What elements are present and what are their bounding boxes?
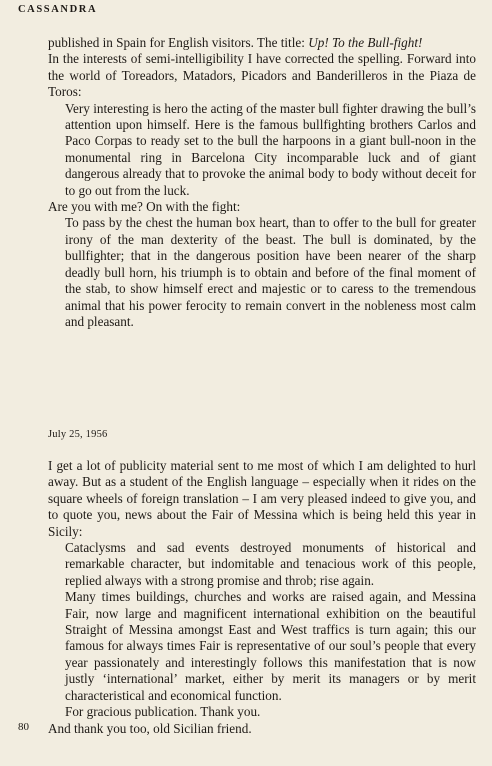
bullfight-quote-2: To pass by the chest the human box heart, than to offer to the bull for greater irony of the man dexterity of the beast. The bull is dominated, by the bullfighter; that in the dangerous position have been nearer of the sharp deadly bull horn, his triumph is to obtain and before of the final moment of the stab, to show himself erect and majestic or to caress to the tremendous animal that his power ferocity to remain convert in the nobleness most calm and pleasant. [65, 215, 476, 329]
bullfight-section [48, 35, 476, 330]
with-me-paragraph: Are you with me? On with the fight: [48, 199, 241, 215]
publicity-paragraph: I get a lot of publicity material sent to me most of which I am delighted to hurl away. But as a student of the English language – especially when it rides on the square wheels of foreign translation – I am very pleased indeed to give you, and to quote you, news about the Fair of Messina which is being held this year in Sicily: [48, 458, 476, 539]
intro-paragraph [48, 35, 476, 51]
thanks-paragraph: And thank you too, old Sicilian friend. [48, 720, 252, 736]
messina-quote-1: Cataclysms and sad events destroyed monuments of historical and remarkable character, but indomitable and tenacious work of this people, replied always with a strong promise and throb; rise again. [65, 540, 476, 588]
pamphlet-title: Up! To the Bull-fight! [308, 35, 423, 50]
running-header: CASSANDRA [18, 4, 98, 15]
messina-quote-2: Many times buildings, churches and works are raised again, and Messina Fair, now large and magnificent international exhibition on the beautiful Straight of Messina amongst East and West traffics is turn again; this our famous for always times Fair is representative of our soul’s people that every year passionately and interestingly follows this manifestation that is now justly ‘international’ market, either by merit its managers or by merit characteristical and economical function. [65, 589, 476, 703]
bullfight-quote-1: Very interesting is hero the acting of the master bull fighter drawing the bull’s attention upon himself. Here is the famous bullfighting brothers Carlos and Paco Corpas to ready set to the bull the harpoons in a giant bull-noon in the monumental ring in Barcelona City incomparable luck and of giant dangerous already that to provoke the animal body to body without deceit for to go out from the luck. [65, 100, 476, 198]
spelling-paragraph: In the interests of semi-intelligibility I have corrected the spelling. Forward into the world of Toreadors, Matadors, Picadors and Banderilleros in the Piaza de Toros: [48, 51, 476, 100]
column-dateline: July 25, 1956 [48, 429, 108, 440]
intro-text: published in Spain for English visitors. The title: [48, 35, 309, 50]
page-number: 80 [18, 721, 29, 733]
messina-section [48, 458, 476, 737]
messina-quote-3: For gracious publication. Thank you. [65, 704, 261, 720]
